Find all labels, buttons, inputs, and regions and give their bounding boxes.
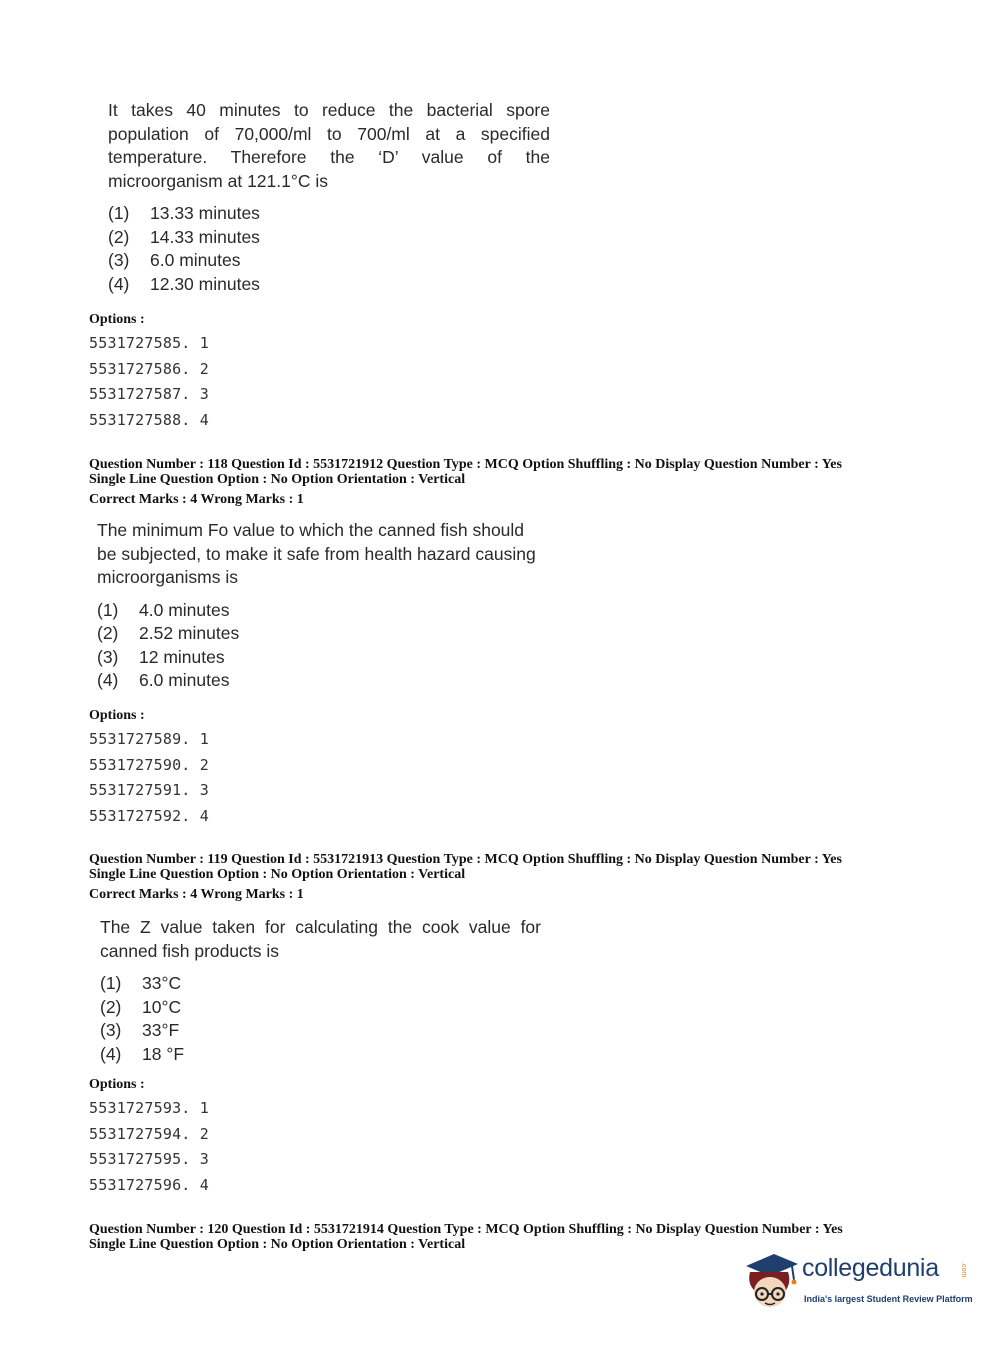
question-119-choices bbox=[100, 972, 541, 1066]
choice-item: (4) 18 °F bbox=[100, 1043, 185, 1064]
choice-item: (4) 12.30 minutes bbox=[108, 273, 260, 294]
question-meta-line: Question Number : 119 Question Id : 5531721913 Question Type : MCQ Option Shuffling : No Display Question Number : Yes bbox=[89, 852, 842, 867]
option-id-row: 5531727588. 4 bbox=[89, 410, 209, 429]
choice-item: (3) 12 minutes bbox=[97, 646, 225, 667]
logo-suffix: .com bbox=[960, 1262, 967, 1278]
question-117-text: It takes 40 minutes to reduce the bacterial spore population of 70,000/ml to 700/ml at a specified temperature. Therefore the ‘D’ value of the microorganism at 121.1°C is bbox=[108, 100, 550, 191]
marks-line: Correct Marks : 4 Wrong Marks : 1 bbox=[89, 887, 304, 902]
question-118-block bbox=[97, 519, 547, 693]
question-meta-line: Question Number : 118 Question Id : 5531721912 Question Type : MCQ Option Shuffling : No Display Question Number : Yes bbox=[89, 457, 842, 472]
choice-item: (2) 10°C bbox=[100, 996, 182, 1017]
choice-item: (1) 33°C bbox=[100, 973, 182, 993]
options-label: Options : bbox=[89, 1077, 145, 1092]
choice-item: (2) 2.52 minutes bbox=[97, 623, 240, 643]
choice-item: (3) 33°F bbox=[100, 1020, 180, 1040]
option-id-row: 5531727589. 1 bbox=[89, 730, 209, 748]
question-119-meta bbox=[89, 852, 842, 902]
question-meta-line: Single Line Question Option : No Option Orientation : Vertical bbox=[89, 472, 466, 487]
option-id-row: 5531727590. 2 bbox=[89, 755, 209, 774]
question-118-options bbox=[89, 708, 209, 829]
question-meta-line: Single Line Question Option : No Option Orientation : Vertical bbox=[89, 1237, 466, 1252]
option-id-row: 5531727594. 2 bbox=[89, 1124, 209, 1143]
question-117-choices bbox=[108, 202, 550, 296]
question-117-options bbox=[89, 312, 209, 433]
option-id-row: 5531727586. 2 bbox=[89, 359, 209, 378]
option-id-row: 5531727596. 4 bbox=[89, 1175, 209, 1194]
option-id-row: 5531727595. 3 bbox=[89, 1150, 209, 1168]
question-118-text: The minimum Fo value to which the canned fish should be subjected, to make it safe from health hazard causing microorganisms is bbox=[97, 520, 536, 587]
choice-item: (1) 13.33 minutes bbox=[108, 203, 260, 223]
question-117-block bbox=[108, 99, 550, 296]
choice-item: (4) 6.0 minutes bbox=[97, 670, 230, 690]
option-id-row: 5531727593. 1 bbox=[89, 1099, 209, 1117]
question-119-options bbox=[89, 1077, 209, 1198]
choice-item: (2) 14.33 minutes bbox=[108, 226, 260, 247]
marks-line: Correct Marks : 4 Wrong Marks : 1 bbox=[89, 492, 304, 507]
question-120-meta bbox=[89, 1222, 843, 1252]
logo-wordmark: collegedunia bbox=[802, 1254, 939, 1282]
question-118-choices bbox=[97, 599, 547, 693]
option-id-row: 5531727592. 4 bbox=[89, 806, 209, 825]
question-119-block bbox=[100, 916, 541, 1066]
question-meta-line: Single Line Question Option : No Option Orientation : Vertical bbox=[89, 867, 466, 882]
student-mascot-icon bbox=[740, 1250, 800, 1312]
option-id-row: 5531727591. 3 bbox=[89, 781, 209, 799]
question-119-text: The Z value taken for calculating the cook value for canned fish products is bbox=[100, 917, 541, 961]
question-meta-line: Question Number : 120 Question Id : 5531721914 Question Type : MCQ Option Shuffling : No Display Question Number : Yes bbox=[89, 1222, 843, 1237]
logo-tagline: India's largest Student Review Platform bbox=[804, 1294, 973, 1304]
option-id-row: 5531727585. 1 bbox=[89, 334, 209, 352]
option-id-row: 5531727587. 3 bbox=[89, 385, 209, 403]
collegedunia-logo bbox=[740, 1248, 980, 1318]
choice-item: (3) 6.0 minutes bbox=[108, 250, 241, 270]
choice-item: (1) 4.0 minutes bbox=[97, 599, 230, 620]
question-118-meta bbox=[89, 457, 842, 507]
options-label: Options : bbox=[89, 312, 145, 327]
options-label: Options : bbox=[89, 708, 145, 723]
